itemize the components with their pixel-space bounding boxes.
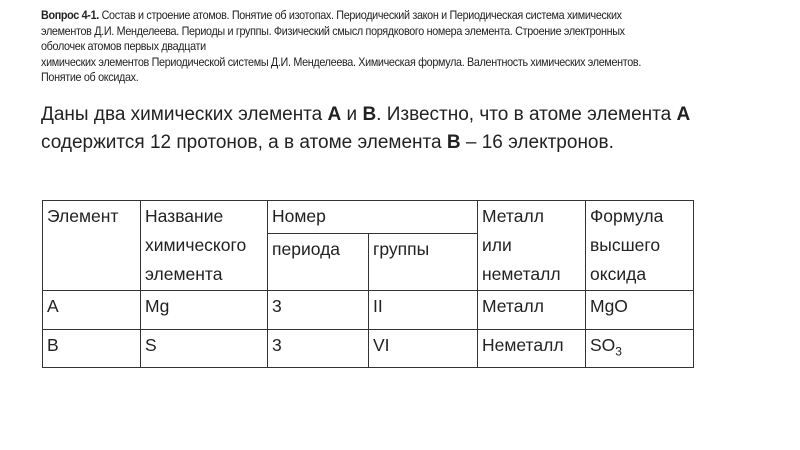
task-text: Даны два химических элемента A и B. Известно, что в атоме элемента A содержится 12 протонов, а в атоме элемента B – 16 электронов. [41, 104, 691, 153]
header-number: Номер [268, 201, 478, 234]
header-formula: Формула высшего оксида [586, 201, 694, 291]
table-row: B S 3 VI Неметалл $SO_3$ [43, 329, 694, 368]
header-group: группы [369, 234, 478, 291]
question-text: Вопрос 4-1. Состав и строение атомов. Понятие об изотопах. Периодический закон и Периодическая система химических элементов Д.И. Менделеева. Периоды и группы. Физический смысл порядкового номера элемента. Строение электронных оболочек атомов первых двадцати химических элементов Периодической системы Д.И. Менделеева. Химическая формула. Валентность химических элементов. Понятие об оксидах. [41, 9, 642, 84]
elements-table [42, 200, 694, 368]
header-element: Элемент [43, 201, 141, 291]
question-label: Вопрос 4-1. [41, 9, 99, 22]
header-name: Название химического элемента [141, 201, 268, 291]
header-metal: Металл или неметалл [478, 201, 586, 291]
header-period: периода [268, 234, 369, 291]
table-header-row [43, 201, 694, 234]
table-row: A Mg 3 II Металл MgO [43, 291, 694, 330]
